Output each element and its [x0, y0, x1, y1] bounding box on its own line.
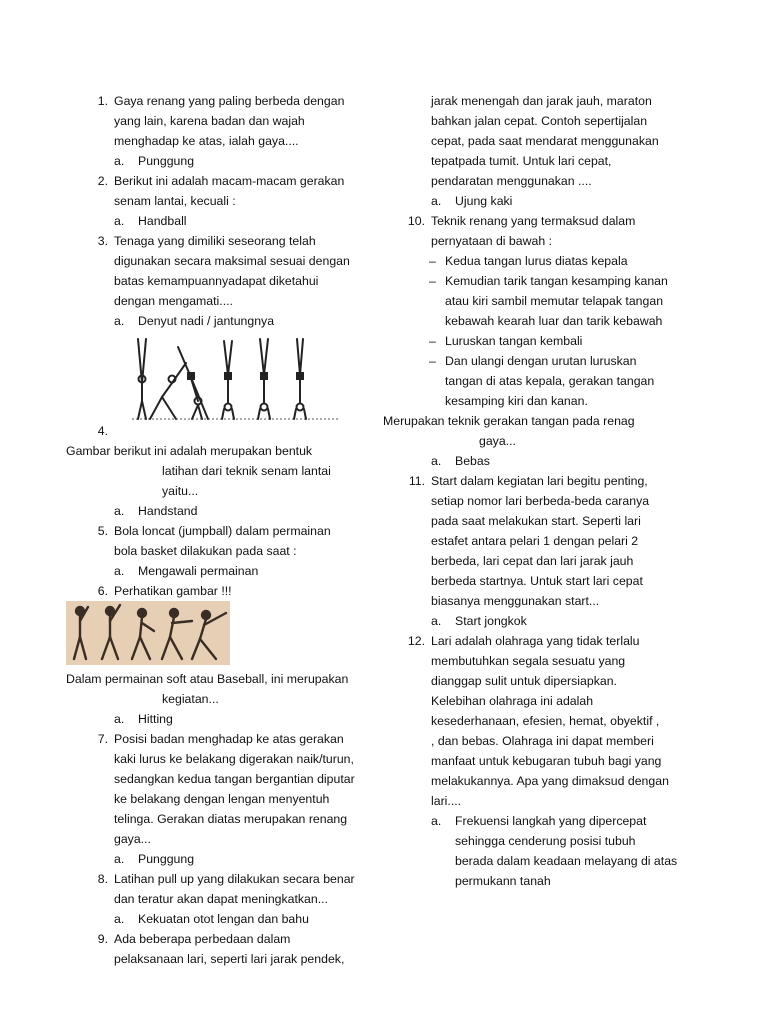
left-column	[66, 91, 366, 969]
question-1	[66, 91, 366, 151]
answer-letter: a.	[431, 814, 442, 828]
question-text: Teknik renang yang termaksud dalam	[431, 214, 636, 228]
question-number: 4.	[97, 424, 108, 438]
answer-letter: a.	[114, 214, 125, 228]
question-3	[66, 231, 366, 311]
answer-3	[66, 311, 366, 331]
answer-5	[66, 561, 366, 581]
answer-text: Start jongkok	[455, 614, 527, 628]
question-number: 5.	[97, 524, 108, 538]
dash-marker: –	[429, 254, 436, 268]
answer-7	[66, 849, 366, 869]
question-text: membutuhkan segala sesuatu yang	[431, 654, 626, 668]
question-12	[383, 631, 703, 811]
dash-marker: –	[429, 274, 436, 288]
question-10	[383, 211, 703, 251]
question-text: berbeda startnya. Untuk start lari cepat	[431, 574, 643, 588]
answer-4	[66, 501, 366, 521]
answer-letter: a.	[114, 314, 125, 328]
question-text: Berikut ini adalah macam-macam gerakan	[114, 174, 345, 188]
question-text: Tenaga yang dimiliki seseorang telah	[114, 234, 316, 248]
answer-text: berada dalam keadaan melayang di atas	[455, 854, 678, 868]
bullet-text: kebawah kearah luar dan tarik kebawah	[445, 314, 663, 328]
question-text: dengan mengamati....	[114, 294, 233, 308]
question-number: 10.	[407, 214, 425, 228]
answer-text: Denyut nadi / jantungnya	[138, 314, 275, 328]
answer-letter: a.	[114, 564, 125, 578]
answer-text: Punggung	[138, 852, 195, 866]
right-column	[383, 91, 703, 891]
question-text: Kelebihan olahraga ini adalah	[431, 694, 594, 708]
answer-6	[66, 709, 366, 729]
answer-text: Punggung	[138, 154, 195, 168]
question-number: 7.	[97, 732, 108, 746]
answer-2	[66, 211, 366, 231]
answer-12	[383, 811, 703, 891]
answer-text: Frekuensi langkah yang dipercepat	[455, 814, 647, 828]
question-text: berbeda, lari cepat dan lari jarak jauh	[431, 554, 634, 568]
question-text: pernyataan di bawah :	[431, 234, 553, 248]
answer-text: Handstand	[138, 504, 198, 518]
bullet-text: Kedua tangan lurus diatas kepala	[445, 254, 628, 268]
question-9	[66, 929, 366, 969]
bullet-text: tangan di atas kepala, gerakan tangan	[445, 374, 655, 388]
question-11	[383, 471, 703, 611]
question-number: 1.	[97, 94, 108, 108]
question-10-continuation	[383, 411, 703, 451]
question-text: pendaratan menggunakan ....	[431, 174, 592, 188]
question-text: Merupakan teknik gerakan tangan pada renag	[383, 414, 635, 428]
bullet-text: Luruskan tangan kembali	[445, 334, 583, 348]
answer-text: permukann tanah	[455, 874, 551, 888]
question-text: sedangkan kedua tangan bergantian diputar	[114, 772, 355, 786]
question-text: Gambar berikut ini adalah merupakan bentuk	[66, 444, 313, 458]
question-number: 9.	[97, 932, 108, 946]
question-6-continuation	[66, 669, 366, 709]
question-8	[66, 869, 366, 909]
answer-1	[66, 151, 366, 171]
answer-text: Kekuatan otot lengan dan bahu	[138, 912, 309, 926]
bullet-text: Dan ulangi dengan urutan luruskan	[445, 354, 637, 368]
question-5	[66, 521, 366, 561]
question-text: Start dalam kegiatan lari begitu penting,	[431, 474, 648, 488]
question-text: cepat, pada saat mendarat menggunakan	[431, 134, 659, 148]
answer-text: Mengawali permainan	[138, 564, 259, 578]
answer-letter: a.	[431, 454, 442, 468]
question-text: Latihan pull up yang dilakukan secara benar	[114, 872, 355, 886]
handstand-figures-icon	[132, 335, 338, 421]
question-text: kegiatan...	[162, 692, 219, 706]
question-number: 8.	[97, 872, 108, 886]
question-text: Bola loncat (jumpball) dalam permainan	[114, 524, 331, 538]
question-number: 12.	[407, 634, 425, 648]
question-text: setiap nomor lari berbeda-beda caranya	[431, 494, 650, 508]
answer-10	[383, 451, 703, 471]
question-text: Gaya renang yang paling berbeda dengan	[114, 94, 345, 108]
answer-9	[383, 191, 703, 211]
question-number: 3.	[97, 234, 108, 248]
question-text: Posisi badan menghadap ke atas gerakan	[114, 732, 344, 746]
bullet-item	[383, 331, 703, 351]
question-text: telinga. Gerakan diatas merupakan renang	[114, 812, 348, 826]
batting-illustration	[66, 601, 366, 665]
answer-letter: a.	[114, 154, 125, 168]
question-text: bahkan jalan cepat. Contoh sepertijalan	[431, 114, 648, 128]
answer-text: Handball	[138, 214, 187, 228]
question-text: biasanya menggunakan start...	[431, 594, 600, 608]
answer-text: Ujung kaki	[455, 194, 513, 208]
answer-letter: a.	[114, 504, 125, 518]
question-6	[66, 581, 366, 601]
question-text: Dalam permainan soft atau Baseball, ini merupakan	[66, 672, 349, 686]
bullet-item	[383, 351, 703, 411]
question-text: menghadap ke atas, ialah gaya....	[114, 134, 299, 148]
question-text: dianggap sulit untuk dipersiapkan.	[431, 674, 617, 688]
answer-text: sehingga cenderung posisi tubuh	[455, 834, 636, 848]
question-text: tepatpada tumit. Untuk lari cepat,	[431, 154, 612, 168]
answer-text: Bebas	[455, 454, 490, 468]
question-text: ke belakang dengan lengan menyentuh	[114, 792, 330, 806]
answer-11	[383, 611, 703, 631]
answer-letter: a.	[114, 912, 125, 926]
answer-8	[66, 909, 366, 929]
question-text: kaki lurus ke belakang digerakan naik/turun,	[114, 752, 354, 766]
dash-marker: –	[429, 354, 436, 368]
question-text: senam lantai, kecuali :	[114, 194, 236, 208]
question-text: melakukannya. Apa yang dimaksud dengan	[431, 774, 669, 788]
question-text: lari....	[431, 794, 462, 808]
bullet-text: atau kiri sambil memutar telapak tangan	[445, 294, 664, 308]
question-4-number-row	[66, 421, 366, 441]
handstand-illustration	[132, 335, 366, 421]
question-text: pelaksanaan lari, seperti lari jarak pendek,	[114, 952, 345, 966]
question-text: latihan dari teknik senam lantai yaitu...	[162, 464, 331, 498]
question-4	[66, 441, 366, 501]
bullet-text: Kemudian tarik tangan kesamping kanan	[445, 274, 668, 288]
question-text: yang lain, karena badan dan wajah	[114, 114, 305, 128]
question-text: manfaat untuk kebugaran tubuh bagi yang	[431, 754, 662, 768]
question-9-continuation	[383, 91, 703, 191]
question-text: kesederhanaan, efesien, hemat, obyektif ,	[431, 714, 660, 728]
answer-letter: a.	[114, 852, 125, 866]
question-number: 2.	[97, 174, 108, 188]
bullet-text: kesamping kiri dan kanan.	[445, 394, 588, 408]
answer-letter: a.	[114, 712, 125, 726]
batting-sequence-icon	[66, 601, 230, 665]
question-text: bola basket dilakukan pada saat :	[114, 544, 297, 558]
question-text: jarak menengah dan jarak jauh, maraton	[431, 94, 652, 108]
answer-letter: a.	[431, 194, 442, 208]
question-text: dan teratur akan dapat meningkatkan...	[114, 892, 328, 906]
question-7	[66, 729, 366, 849]
question-2	[66, 171, 366, 211]
answer-text: Hitting	[138, 712, 173, 726]
question-text: digunakan secara maksimal sesuai dengan	[114, 254, 350, 268]
question-text: Lari adalah olahraga yang tidak terlalu	[431, 634, 640, 648]
question-number: 11.	[408, 474, 425, 488]
question-text: gaya...	[114, 832, 151, 846]
question-text: Perhatikan gambar !!!	[114, 584, 232, 598]
answer-letter: a.	[431, 614, 442, 628]
bullet-item	[383, 271, 703, 331]
question-text: gaya...	[479, 434, 516, 448]
question-text: , dan bebas. Olahraga ini dapat memberi	[431, 734, 654, 748]
question-text: estafet antara pelari 1 dengan pelari 2	[431, 534, 639, 548]
question-text: batas kemampuannyadapat diketahui	[114, 274, 319, 288]
question-number: 6.	[97, 584, 108, 598]
question-text: pada saat melakukan start. Seperti lari	[431, 514, 641, 528]
dash-marker: –	[429, 334, 436, 348]
bullet-item	[383, 251, 703, 271]
question-text: Ada beberapa perbedaan dalam	[114, 932, 291, 946]
